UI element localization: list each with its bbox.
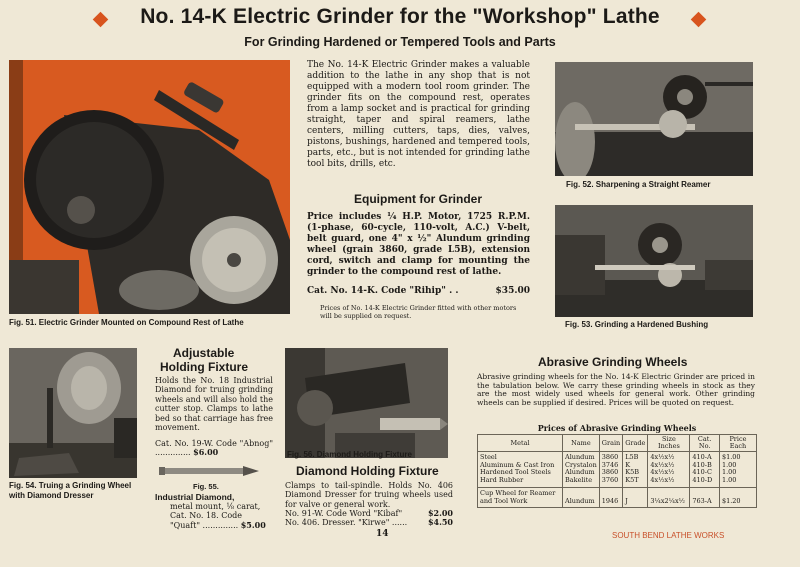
table-cell: Cup Wheel for Reamer and Tool Work: [478, 488, 563, 508]
figure-51-caption: Fig. 51. Electric Grinder Mounted on Compound Rest of Lathe: [9, 318, 244, 327]
table-cell: 410-A: [690, 452, 720, 462]
diamond-fixture-price1: $2.00: [427, 508, 453, 518]
abrasive-text: Abrasive grinding wheels for the No. 14-K Electric Grinder are priced in the tabulation below. We carry these grinding wheels in stock as they are the most widely used wheels for general work. Other grinding wheels can be supplied if desired. Prices will be quoted on request.: [477, 372, 755, 407]
table-row: [478, 477, 757, 488]
figure-56-caption: Fig. 56. Diamond Holding Fixture: [287, 450, 412, 459]
column-header: Name: [563, 435, 600, 452]
equipment-price: $35.00: [495, 286, 530, 296]
table-cell: Bakelite: [563, 477, 600, 488]
equipment-catalog-line: [307, 286, 530, 296]
table-cell: Crystalon: [563, 462, 600, 470]
figure-51-photo: [9, 60, 290, 314]
table-cell: 1946: [599, 488, 622, 508]
industrial-diamond-text: [170, 502, 273, 530]
adjustable-catalog-line: [155, 439, 273, 458]
price-table-title: Prices of Abrasive Grinding Wheels: [537, 423, 697, 433]
grinding-bushing-illustration: [555, 205, 753, 317]
figure-52-caption: Fig. 52. Sharpening a Straight Reamer: [566, 180, 711, 189]
table-cell: 4x½x½: [648, 477, 690, 488]
table-cell: K5T: [623, 477, 648, 488]
figure-54-caption: Fig. 54. Truing a Grinding Wheel with Diamond Dresser: [9, 481, 132, 500]
diamond-fixture-item2: No. 406. Dresser. "Kirwe" ......: [285, 518, 408, 527]
table-cell: 3860: [599, 469, 622, 477]
adjustable-catalog: Cat. No. 19-W. Code "Abnog" ..............: [155, 439, 273, 458]
industrial-diamond-price: $5.00: [240, 519, 266, 530]
price-table: [477, 434, 757, 508]
diamond-fixture-line2: [285, 518, 453, 527]
table-cell: 4x½x½: [648, 452, 690, 462]
table-cell: 3760: [599, 477, 622, 488]
diamond-fixture-text: Clamps to tail-spindle. Holds No. 406 Diamond Dresser for truing wheels used for valve or general work.: [285, 481, 453, 509]
intro-paragraph: The No. 14-K Electric Grinder makes a valuable addition to the lathe in any shop that is not equipped with a modern tool room grinder. The grinder fits on the compound rest, operates from a lamp socket and is practical for grinding straight, taper and spiral reamers, lathe centers, milling cutters, taps, dies, valves, pistons, bushings, hardened and tempered tools, parts, etc., but is not intended for grinding lathe tool bits, drills, etc.: [307, 60, 530, 169]
table-cell: J: [623, 488, 648, 508]
figure-55-caption: Fig. 55.: [193, 482, 219, 491]
column-header: Grain: [599, 435, 622, 452]
figure-53-photo: [555, 205, 753, 317]
diamond-holding-fixture-illustration: [285, 348, 448, 458]
truing-wheel-illustration: [9, 348, 137, 478]
table-cell: 410-B: [690, 462, 720, 470]
page-number: 14: [376, 529, 389, 539]
figure-52-photo: [555, 62, 753, 176]
page-title: No. 14-K Electric Grinder for the "Workshop" Lathe: [140, 5, 660, 28]
table-cell: Steel: [478, 452, 563, 462]
table-cell: 410-C: [690, 469, 720, 477]
equipment-catalog: Cat. No. 14-K. Code "Rihip" . .: [307, 286, 459, 296]
column-header: Grade: [623, 435, 648, 452]
column-header: Cat. No.: [690, 435, 720, 452]
adjustable-text: Holds the No. 18 Industrial Diamond for truing grinding wheels and will also hold the cutter stop. Clamps to lathe bed so that carriage has free movement.: [155, 376, 273, 433]
table-cell: K: [623, 462, 648, 470]
table-cell: 410-D: [690, 477, 720, 488]
table-row: [478, 488, 757, 508]
table-cell: K5B: [623, 469, 648, 477]
table-cell: Aluminum & Cast Iron: [478, 462, 563, 470]
diamond-fixture-item1: No. 91-W. Code Word "Kibaf": [285, 509, 403, 518]
industrial-diamond-heading: Industrial Diamond,: [155, 492, 235, 502]
electric-grinder-illustration: [9, 60, 290, 314]
table-cell: 4x½x½: [648, 462, 690, 470]
table-cell: 1.00: [719, 477, 756, 488]
table-cell: 1.00: [719, 469, 756, 477]
table-cell: 3746: [599, 462, 622, 470]
page-subtitle: For Grinding Hardened or Tempered Tools and Parts: [244, 35, 556, 49]
sharpening-reamer-illustration: [555, 62, 753, 176]
column-header: Metal: [478, 435, 563, 452]
table-row: [478, 452, 757, 462]
table-cell: Hardened Tool Steels: [478, 469, 563, 477]
diamond-fixture-heading: Diamond Holding Fixture: [296, 464, 439, 478]
table-cell: 763-A: [690, 488, 720, 508]
figure-53-caption: Fig. 53. Grinding a Hardened Bushing: [565, 320, 709, 329]
adjustable-heading-line1: Adjustable: [173, 346, 235, 360]
table-cell: 4x½x½: [648, 469, 690, 477]
table-cell: Hard Rubber: [478, 477, 563, 488]
abrasive-heading: Abrasive Grinding Wheels: [538, 355, 688, 369]
equipment-note: Prices of No. 14-K Electric Grinder fitted with other motors will be supplied on request.: [320, 304, 517, 320]
industrial-diamond-illustration: [155, 463, 265, 479]
industrial-diamond-description: metal mount, ⅛ carat, Cat. No. 18. Code "Quaft" ..............: [170, 502, 261, 530]
table-cell: $1.20: [719, 488, 756, 508]
figure-56-photo: [285, 348, 448, 458]
table-cell: 3¼x2¼x½: [648, 488, 690, 508]
figure-54-photo: [9, 348, 137, 478]
price-table-wrapper: [477, 434, 757, 508]
equipment-text: Price includes ¼ H.P. Motor, 1725 R.P.M. (1-phase, 60-cycle, 110-volt, A.C.) V-belt, belt guard, one 4" x ½" Alundum grinding wheel (grain 3860, grade L5B), extension cord, switch and clamp for mounting the grinder to the compound rest of lathe.: [307, 212, 530, 277]
column-header: Price Each: [719, 435, 756, 452]
company-name: SOUTH BEND LATHE WORKS: [612, 531, 725, 540]
adjustable-price: $6.00: [193, 447, 219, 458]
table-cell: Alundum: [563, 469, 600, 477]
table-cell: 1.00: [719, 462, 756, 470]
price-table-header-row: [478, 435, 757, 452]
table-cell: L5B: [623, 452, 648, 462]
column-header: Size Inches: [648, 435, 690, 452]
adjustable-heading-line2: Holding Fixture: [160, 360, 248, 374]
equipment-heading: Equipment for Grinder: [354, 192, 483, 206]
diamond-fixture-price2: $4.50: [427, 517, 453, 527]
table-cell: Alundum: [563, 452, 600, 462]
table-cell: 3860: [599, 452, 622, 462]
table-cell: $1.00: [719, 452, 756, 462]
table-cell: Alundum: [563, 488, 600, 508]
